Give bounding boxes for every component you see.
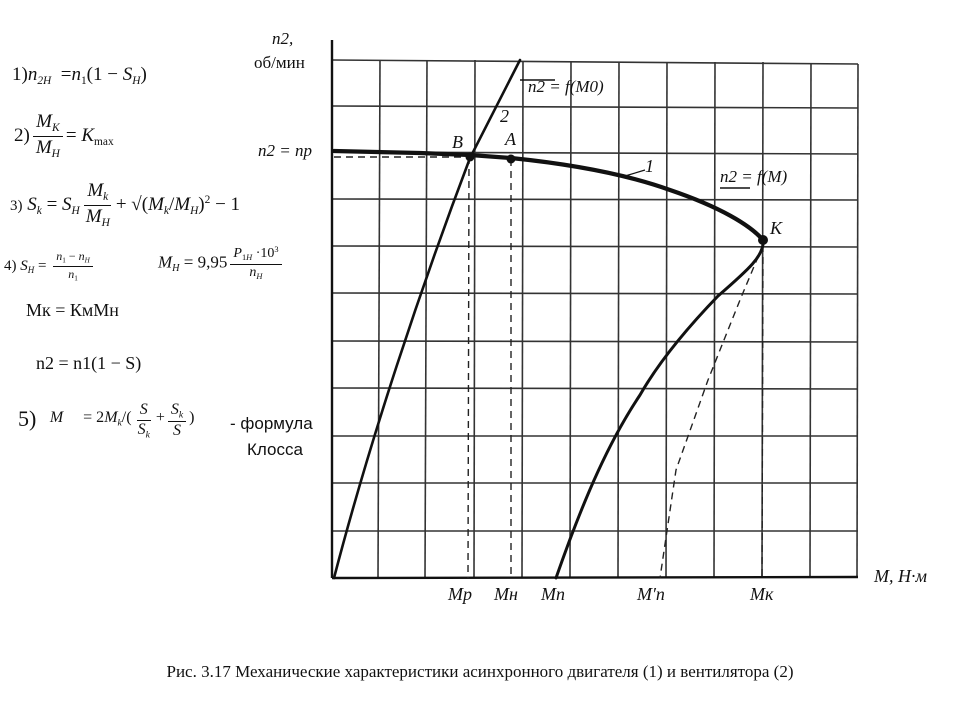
formula-n2-text: n2 = n1(1 − S) [36,353,142,373]
formula-mk-text: Mк = КмMн [26,300,119,320]
formula-3-number: 3) [10,197,23,214]
point-A-marker [507,155,516,164]
point-B-marker [466,153,475,162]
x-tick-Mpusk-prime: M′п [637,584,665,604]
formula-3: 3) $S_k = S_H$ $\frac{M_k}{M_H}$ + $√(M_k/M_H)^2 - 1$ [10,180,241,229]
formula-2-number: 2) [14,124,30,146]
motor-characteristic-curve [334,151,763,240]
y-axis-label-2: об/мин [254,53,305,72]
formula-4b: $M_H = 9,95$ $\frac{P_{1H} \cdot 10^3}{n_H}$ [158,246,285,282]
coefficient: 9,95 [197,252,228,272]
curve1-marker-leader [625,170,645,176]
x-axis-label: M, Н·м [874,566,927,586]
point-K-label: K [770,218,783,238]
formula-1-number: 1) [12,64,28,85]
point-A-label: A [505,129,516,149]
grid [332,56,858,578]
level-label: n2 = nр [258,141,312,160]
klossa-note-line1: - формула [230,414,313,433]
point-K-marker [758,235,768,245]
motor-characteristic-lower-branch [556,240,763,578]
figure-caption: Рис. 3.17 Механические характеристики асинхронного двигателя (1) и вентилятора (2) [166,662,794,681]
fan-curve-marker: 2 [500,106,509,126]
x-axis [332,577,858,578]
x-tick-Mpusk: Mп [541,584,565,604]
x-tick-Mk: Mк [750,584,774,604]
point-B-label: B [452,132,463,152]
motor-curve-marker: 1 [645,156,654,176]
fan-curve-name: n2 = f(M0) [528,77,604,96]
x-tick-Mp: Mр [448,584,472,604]
formula-4-number: 4) [4,258,17,275]
klossa-note-line2: Клосса [247,440,303,459]
formula-2: 2) $\frac{M_K}{M_H}$ = $K_{max}$ [14,111,114,160]
x-tick-Mn: Mн [494,584,518,604]
formula-5: 5) M = $2M_k/$( $\frac{S}{S_k}$ + $\frac{S_k}{S}$ ) [18,401,195,441]
formula-5-number: 5) [18,406,37,432]
motor-curve-name: n2 = f(M) [720,167,788,186]
formula-1: $1)n_{2H} =n_1(1 - S_H)$ [12,64,147,87]
formula-4a: 4) $S_H$ = $\frac{n_1 - n_H}{n_1}$ [4,250,96,283]
dashed-guides [334,157,763,578]
y-axis-label-1: n2, [272,29,294,48]
